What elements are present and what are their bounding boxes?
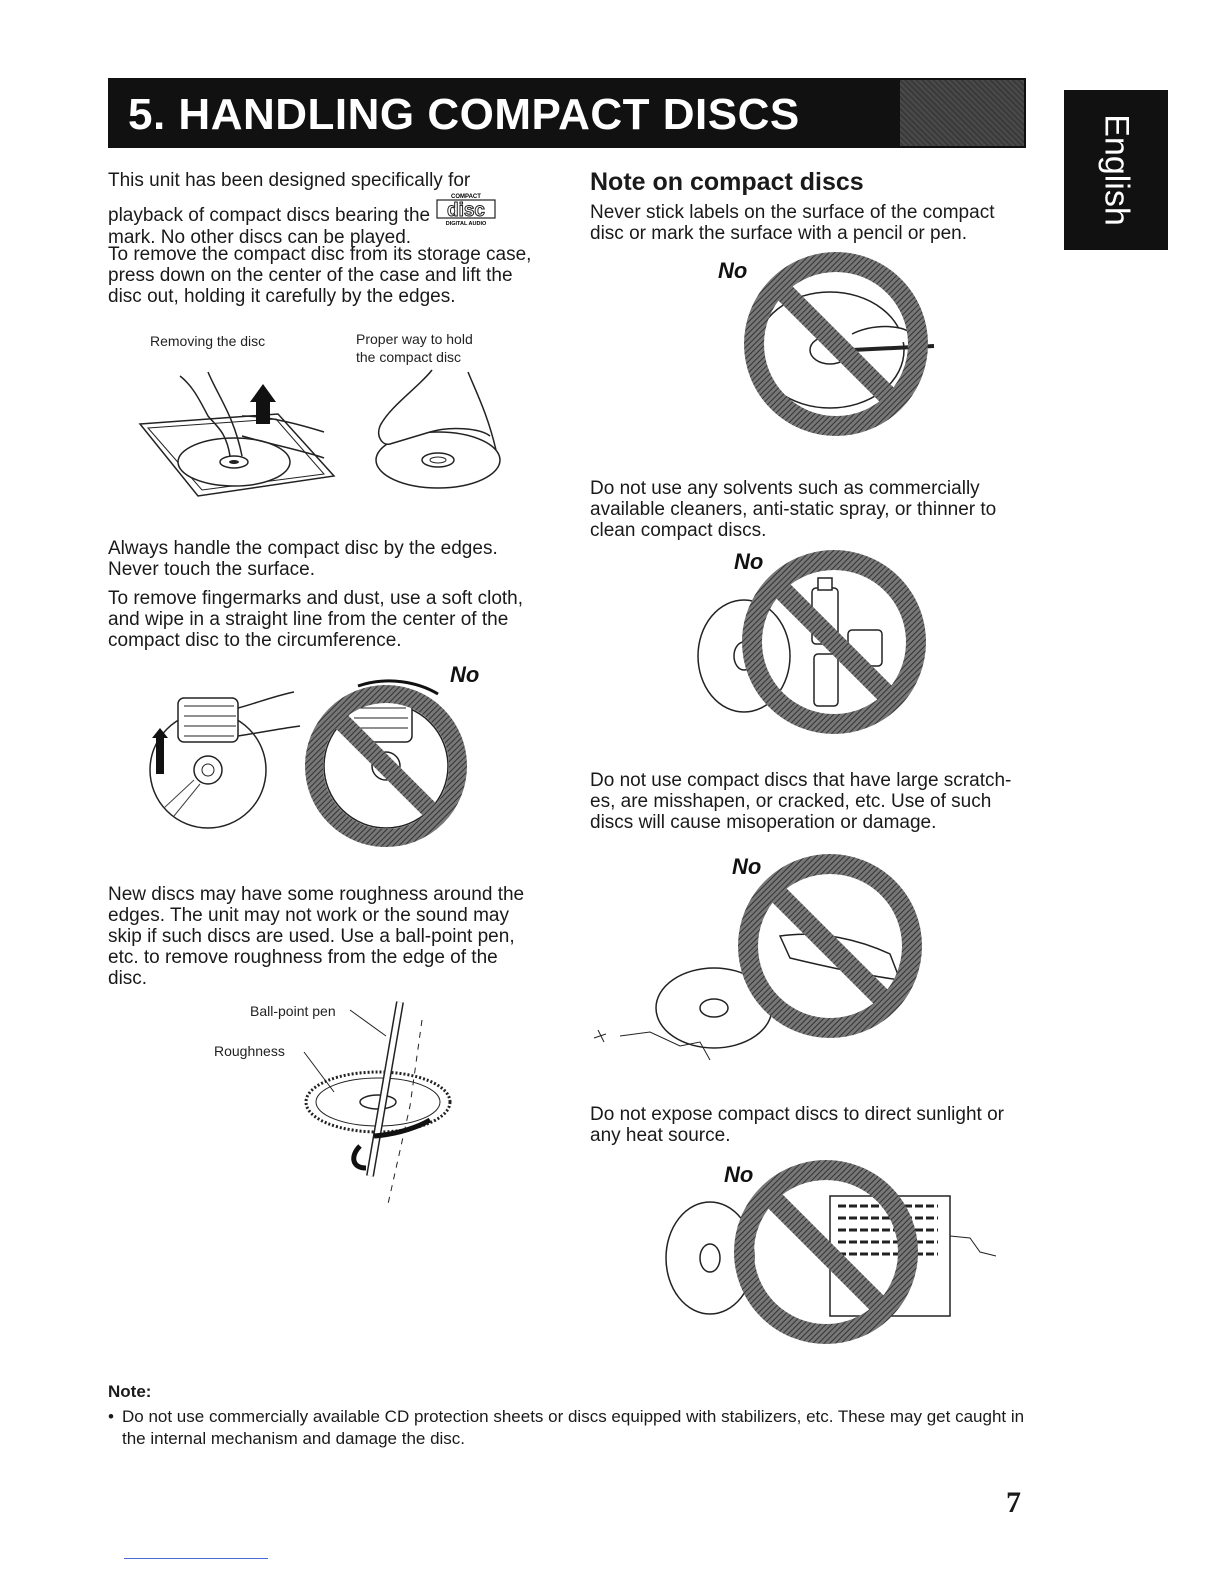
labels-no-label: No	[718, 258, 748, 283]
holding-disc-illustration	[370, 366, 510, 496]
wipe-correct-illustration	[144, 688, 304, 828]
roughness-pen-illustration	[290, 996, 450, 1206]
intro-text-end: mark. No other discs can be played.	[108, 227, 412, 248]
sunlight-prohibited-illustration	[660, 1156, 1000, 1366]
intro-text: This unit has been designed specifically for playback of compact discs bearing the	[108, 170, 471, 226]
label-roughness: Roughness	[214, 1043, 285, 1059]
caption-proper: Proper way to hold the compact disc	[356, 331, 473, 365]
note-list-item: • Do not use commercially available CD protection sheets or discs equipped with stabilizers, etc. These may get caught in the internal mechanism and damage the disc.	[108, 1406, 1028, 1450]
logo-bottom-text: DIGITAL AUDIO	[446, 221, 487, 227]
solvents-paragraph: Do not use any solvents such as commercially available cleaners, anti-static spray, or thinner to clean compact discs.	[590, 478, 997, 541]
labels-paragraph: Never stick labels on the surface of the compact disc or mark the surface with a pencil or pen.	[590, 202, 995, 244]
caption-removing: Removing the disc	[150, 333, 266, 349]
solvents-no-label: No	[734, 549, 764, 574]
language-tab-label: English	[1097, 114, 1136, 226]
removing-disc-illustration	[138, 366, 338, 506]
note-heading: Note:	[108, 1382, 152, 1401]
language-tab	[1064, 90, 1168, 250]
footer-rule	[124, 1558, 268, 1559]
scratches-paragraph: Do not use compact discs that have large scratch-es, are misshapen, or cracked, etc. Use of such discs will cause misoperation or damage.	[590, 770, 1012, 833]
page-number: 7	[1006, 1486, 1021, 1519]
intro-paragraph	[108, 170, 542, 248]
logo-word-text: disc	[447, 200, 486, 221]
wipe-prohibited-illustration	[298, 680, 478, 850]
logo-top-text: COMPACT	[451, 194, 482, 200]
wipe-no-label: No	[450, 662, 480, 687]
note-on-discs-heading: Note on compact discs	[590, 168, 864, 196]
label-ball-point-pen: Ball-point pen	[250, 1003, 336, 1019]
remove-paragraph: To remove the compact disc from its storage case, press down on the center of the case and lift the disc out, holding it carefully by the edges.	[108, 244, 532, 307]
scratches-no-label: No	[732, 854, 762, 879]
roughness-paragraph: New discs may have some roughness around the edges. The unit may not work or the sound may skip if such discs are used. Use a ball-point pen, etc. to remove roughness from the edge of the disc.	[108, 884, 525, 989]
solvents-prohibited-illustration	[694, 548, 934, 738]
section-title: 5. HANDLING COMPACT DISCS	[128, 90, 800, 139]
section-title-bar	[108, 78, 1026, 148]
sunlight-no-label: No	[724, 1162, 754, 1187]
handle-paragraph: Always handle the compact disc by the edges. Never touch the surface.	[108, 538, 498, 580]
labels-prohibited-illustration	[742, 254, 942, 444]
wipe-paragraph: To remove fingermarks and dust, use a soft cloth, and wipe in a straight line from the center of the compact disc to the circumference.	[108, 588, 524, 651]
compact-disc-logo	[435, 191, 497, 227]
sunlight-paragraph: Do not expose compact discs to direct sunlight or any heat source.	[590, 1104, 1004, 1146]
scratches-prohibited-illustration	[590, 850, 940, 1080]
